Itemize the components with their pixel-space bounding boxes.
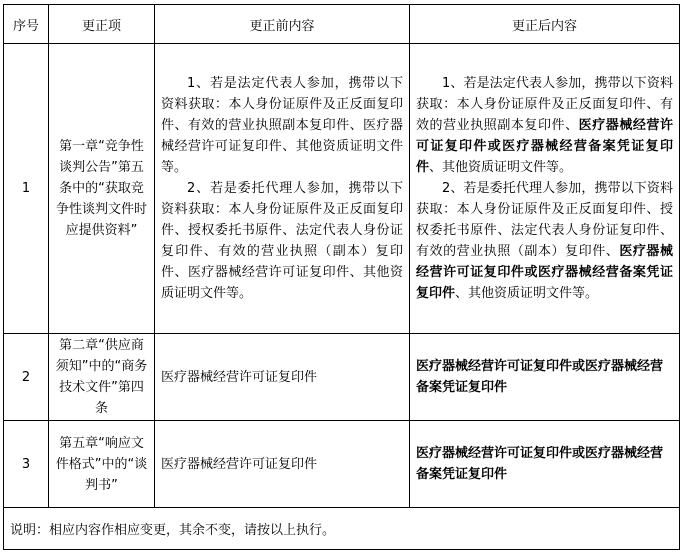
row-after: [410, 421, 680, 508]
header-item: 更正项: [49, 5, 155, 44]
row-item: 第一章“竞争性谈判公告”第五条中的“获取竞争性谈判文件时应提供资料”: [49, 44, 155, 334]
row-number: 2: [4, 334, 49, 421]
before-paragraph: 1、若是法定代表人参加，携带以下资料获取：本人身份证原件及正反面复印件、有效的营业执照副本复印件、医疗器械经营许可证复印件、其他资质证明文件等。: [161, 76, 403, 175]
row-item: 第二章“供应商须知”中的“商务技术文件”第四条: [49, 334, 155, 421]
row-item: 第五章“响应文件格式”中的“谈判书”: [49, 421, 155, 508]
row-number: 1: [4, 44, 49, 334]
after-text: 1、若是法定代表人参加，携带以下资料获取：本人身份证原件及正反面复印件、有效的营业执照副本复印件、: [416, 76, 673, 133]
header-after: 更正后内容: [410, 5, 680, 44]
after-paragraph: [416, 178, 673, 304]
after-bold-text: 医疗器械经营许可证复印件或医疗器械经营备案凭证复印件: [416, 118, 673, 175]
table-row: [4, 421, 680, 508]
before-text: 医疗器械经营许可证复印件: [161, 456, 318, 472]
note-text: 说明：相应内容作相应变更，其余不变，请按以上执行。: [4, 508, 680, 550]
header-before: 更正前内容: [155, 5, 410, 44]
before-paragraph: 2、若是委托代理人参加，携带以下资料获取：本人身份证原件及正反面复印件、授权委托书原件、法定代表人身份证复印件、有效的营业执照（副本）复印件、医疗器械经营许可证复印件、其他资质证明文件等。: [161, 181, 403, 301]
correction-table: [3, 4, 680, 550]
row-before: [155, 44, 410, 334]
row-after: [410, 334, 680, 421]
after-bold-text: 医疗器械经营许可证复印件或医疗器械经营备案凭证复印件: [416, 446, 664, 482]
row-number: 3: [4, 421, 49, 508]
after-bold-text: 医疗器械经营许可证复印件或医疗器械经营备案凭证复印件: [416, 244, 673, 301]
after-bold-text: 医疗器械经营许可证复印件或医疗器械经营备案凭证复印件: [416, 359, 664, 395]
before-text: 医疗器械经营许可证复印件: [161, 369, 318, 385]
row-before: [155, 421, 410, 508]
row-before: [155, 334, 410, 421]
table-row: [4, 44, 680, 334]
after-paragraph: [416, 73, 673, 178]
after-text: 2、若是委托代理人参加，携带以下资料获取：本人身份证原件及正反面复印件、授权委托书原件、法定代表人身份证复印件、有效的营业执照（副本）复印件、: [416, 181, 673, 259]
after-text: 、其他资质证明文件等。: [455, 286, 599, 301]
note-row: [4, 508, 680, 550]
header-no: 序号: [4, 5, 49, 44]
table-row: [4, 334, 680, 421]
row-after: [410, 44, 680, 334]
after-text: 、其他资质证明文件等。: [429, 160, 573, 175]
header-row: [4, 5, 680, 44]
